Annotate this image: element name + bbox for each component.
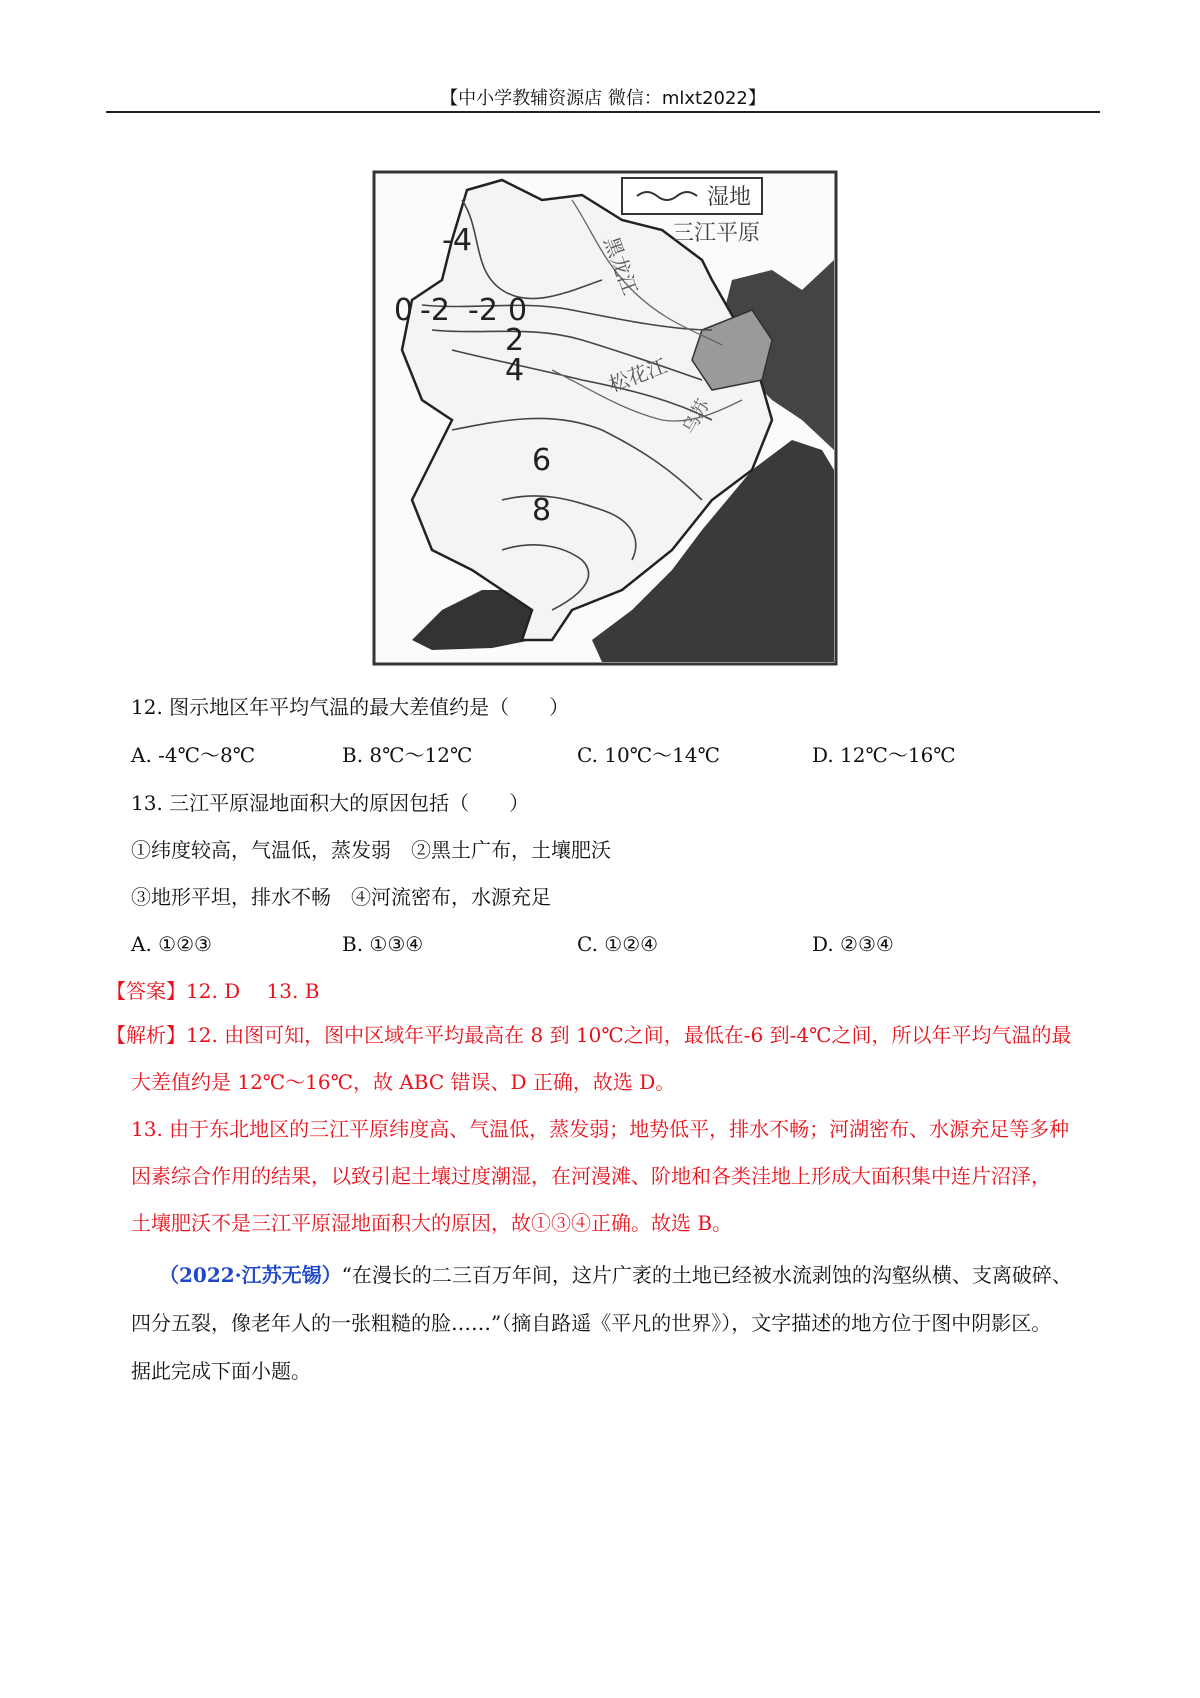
next-question-intro <box>131 1251 1099 1395</box>
page-header: 【中小学教辅资源店 微信：mlxt2022】 <box>440 88 766 109</box>
analysis-line: 土壤肥沃不是三江平原湿地面积大的原因，故①③④正确。故选 B。 <box>131 1211 733 1235</box>
analysis-line: 大差值约是 12℃～16℃，故 ABC 错误、D 正确，故选 D。 <box>131 1070 676 1094</box>
intro-line: 据此完成下面小题。 <box>131 1359 311 1383</box>
sanjiang-label: 三江平原 <box>672 221 761 246</box>
analysis-line: 13. 由于东北地区的三江平原纬度高、气温低，蒸发弱；地势低平，排水不畅；河湖密布、水源充足等多种 <box>131 1117 1070 1141</box>
isotherm-label: -2 <box>420 293 450 328</box>
q13-option-c: C. ①②④ <box>577 932 659 956</box>
songhuajiang-label: 松花江 <box>605 353 671 397</box>
q12-option-c: C. 10℃～14℃ <box>577 743 720 767</box>
intro-line: 四分五裂，像老年人的一张粗糙的脸……”（摘自路遥《平凡的世界》），文字描述的地方位于图中阴影区。 <box>131 1311 1052 1335</box>
q13-option-a: A. ①②③ <box>131 932 212 956</box>
isotherm-label: -2 <box>468 293 498 328</box>
q12-option-a: A. -4℃～8℃ <box>131 743 256 767</box>
q13-option-d: D. ②③④ <box>812 932 894 956</box>
source-tag: （2022·江苏无锡） <box>159 1263 342 1287</box>
header-divider <box>106 111 1100 113</box>
isotherm-label: 8 <box>532 493 552 528</box>
q13-stem: 13. 三江平原湿地面积大的原因包括（ ） <box>131 791 530 815</box>
answer-line: 【答案】12. D 13. B <box>106 979 320 1003</box>
intro-line: “在漫长的二三百万年间，这片广袤的土地已经被水流剥蚀的沟壑纵横、支离破碎、 <box>341 1263 1072 1287</box>
q12-option-d: D. 12℃～16℃ <box>812 743 956 767</box>
q13-option-b: B. ①③④ <box>342 932 424 956</box>
q13-statement: ③地形平坦，排水不畅 ④河流密布，水源充足 <box>131 885 551 909</box>
q12-stem: 12. 图示地区年平均气温的最大差值约是（ ） <box>131 695 570 719</box>
q12-option-b: B. 8℃～12℃ <box>342 743 473 767</box>
legend-label: 湿地 <box>707 185 752 210</box>
analysis-line: 因素综合作用的结果，以致引起土壤过度潮湿，在河漫滩、阶地和各类洼地上形成大面积集中连片沼泽， <box>131 1164 1051 1188</box>
isotherm-label: 6 <box>532 443 552 478</box>
isotherm-label: 0 <box>508 293 528 328</box>
analysis-line: 【解析】12. 由图可知，图中区域年平均最高在 8 到 10℃之间，最低在-6 到-4℃之间，所以年平均气温的最 <box>106 1023 1072 1047</box>
analysis-block <box>106 1012 1100 1247</box>
q13-statement: ①纬度较高，气温低，蒸发弱 ②黑土广布，土壤肥沃 <box>131 838 611 862</box>
isotherm-label: 4 <box>505 353 525 388</box>
isotherm-label: 0 <box>394 293 414 328</box>
isotherm-label: 2 <box>505 323 525 358</box>
wusuli-label: 乌苏 <box>678 395 715 438</box>
northeast-china-isotherm-map <box>372 170 838 666</box>
isotherm-label: -4 <box>442 223 472 258</box>
heilongjiang-label: 黑龙江 <box>599 233 643 299</box>
